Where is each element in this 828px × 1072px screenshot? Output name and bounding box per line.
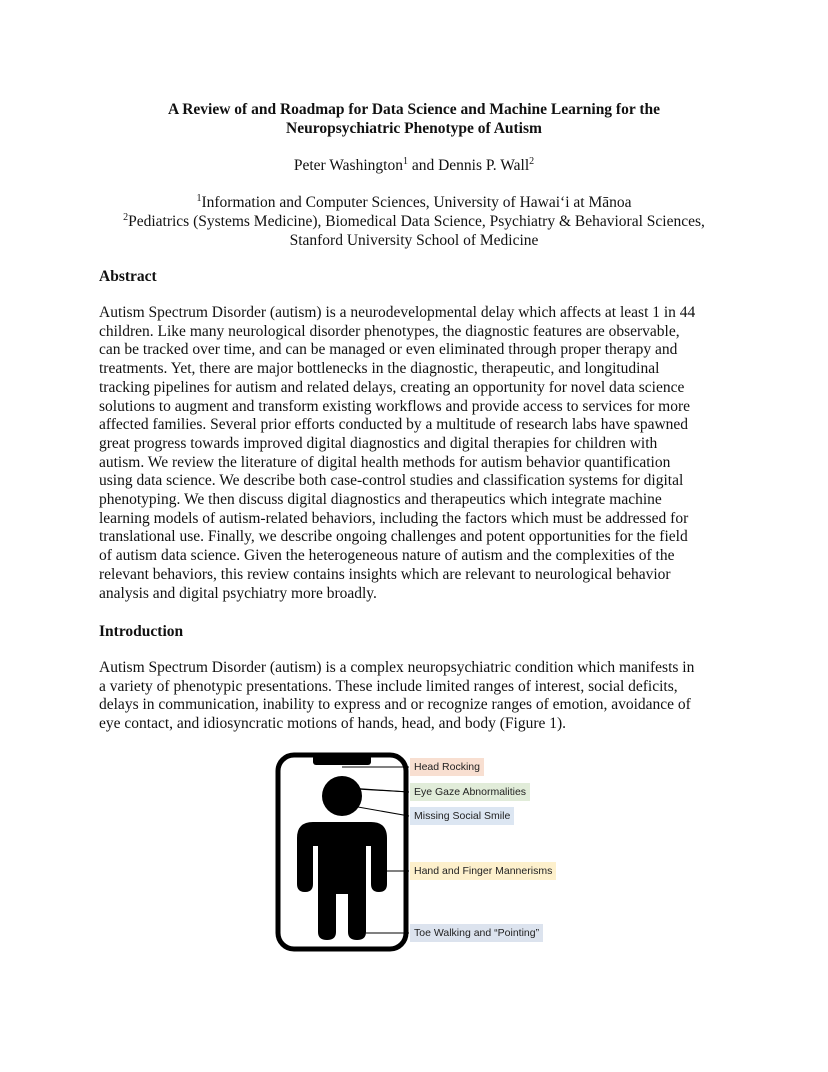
abstract-line: of autism data science. Given the heterogeneous nature of autism and the complexities of the bbox=[99, 547, 675, 565]
intro-line: Autism Spectrum Disorder (autism) is a complex neuropsychiatric condition which manifests in bbox=[99, 659, 695, 676]
intro-line: eye contact, and idiosyncratic motions of hands, head, and body (Figure 1). bbox=[99, 715, 567, 733]
abstract-line: children. Like many neurological disorder phenotypes, the diagnostic features are observable, bbox=[99, 322, 680, 340]
abstract-line: phenotyping. We then discuss digital diagnostics and therapeutics which integrate machine bbox=[99, 491, 662, 509]
abstract-line: great progress towards improved digital diagnostics and digital therapies for children with bbox=[99, 434, 658, 452]
abstract-line: autism. We review the literature of digital health methods for autism behavior quantification bbox=[99, 453, 671, 471]
child-head bbox=[322, 776, 362, 816]
abstract-line: affected families. Several prior efforts conducted by a multitude of research labs have spawned bbox=[99, 416, 689, 434]
figure-label-eye-gaze: Eye Gaze Abnormalities bbox=[410, 783, 530, 801]
figure-1-illustration bbox=[275, 752, 565, 952]
abstract-line: translational use. Finally, we describe ongoing challenges and potent opportunities for the field bbox=[99, 528, 688, 546]
abstract-line: can be tracked over time, and can be managed or even eliminated through proper therapy and bbox=[99, 341, 678, 359]
abstract-heading: Abstract bbox=[99, 268, 157, 285]
figure-label-head-rocking: Head Rocking bbox=[410, 758, 484, 776]
abstract-line: using data science. We describe both case-control studies and classification systems for digital bbox=[99, 472, 684, 490]
intro-line: a variety of phenotypic presentations. These include limited ranges of interest, social deficits, bbox=[99, 677, 678, 695]
introduction-body bbox=[99, 659, 731, 734]
paper-title bbox=[99, 100, 729, 138]
abstract-line: learning models of autism-related behaviors, including the factors which must be addressed for bbox=[99, 509, 689, 527]
abstract-body bbox=[99, 304, 731, 603]
author-conjunction: and bbox=[407, 157, 439, 174]
affiliation-2-mark: 2 bbox=[123, 212, 129, 223]
affiliation-2-text: Pediatrics (Systems Medicine), Biomedical Data Science, Psychiatry & Behavioral Sciences, bbox=[128, 213, 705, 230]
figure-1 bbox=[275, 752, 565, 952]
affiliation-3-text: Stanford University School of Medicine bbox=[289, 232, 539, 249]
affiliation-1-mark: 1 bbox=[196, 193, 202, 204]
affiliation-2 bbox=[99, 212, 729, 231]
affiliation-1 bbox=[99, 193, 729, 212]
author-2: Dennis P. Wall bbox=[438, 157, 530, 174]
author-2-affil-mark: 2 bbox=[529, 156, 535, 167]
affiliations bbox=[99, 193, 729, 250]
author-list bbox=[99, 156, 729, 175]
affiliation-2-cont bbox=[99, 231, 729, 250]
affiliation-1-text: Information and Computer Sciences, University of Hawaiʻi at Mānoa bbox=[201, 194, 632, 211]
phone-notch bbox=[313, 755, 371, 765]
abstract-line: solutions to augment and transform existing workflows and provide access to services for more bbox=[99, 397, 691, 415]
abstract-line: tracking pipelines for autism and related delays, creating an opportunity for novel data science bbox=[99, 378, 685, 396]
abstract-line: relevant behaviors, this review contains insights which are relevant to neurological behavior bbox=[99, 565, 671, 583]
figure-label-toe-walking: Toe Walking and “Pointing” bbox=[410, 924, 543, 942]
introduction-heading: Introduction bbox=[99, 623, 184, 640]
intro-line: delays in communication, inability to express and or recognize ranges of emotion, avoidance of bbox=[99, 696, 691, 714]
abstract-line: analysis and digital psychiatry more broadly. bbox=[99, 584, 377, 602]
abstract-line: treatments. Yet, there are major bottlenecks in the diagnostic, therapeutic, and longitudinal bbox=[99, 360, 660, 378]
abstract-line: Autism Spectrum Disorder (autism) is a neurodevelopmental delay which affects at least 1 in 44 bbox=[99, 304, 696, 321]
title-line-2: Neuropsychiatric Phenotype of Autism bbox=[286, 120, 542, 137]
author-1-affil-mark: 1 bbox=[402, 156, 408, 167]
author-1: Peter Washington bbox=[293, 157, 403, 174]
figure-label-social-smile: Missing Social Smile bbox=[410, 807, 514, 825]
title-line-1: A Review of and Roadmap for Data Science and Machine Learning for the bbox=[168, 101, 660, 118]
child-body bbox=[297, 822, 387, 940]
figure-label-hand-mannerisms: Hand and Finger Mannerisms bbox=[410, 862, 556, 880]
